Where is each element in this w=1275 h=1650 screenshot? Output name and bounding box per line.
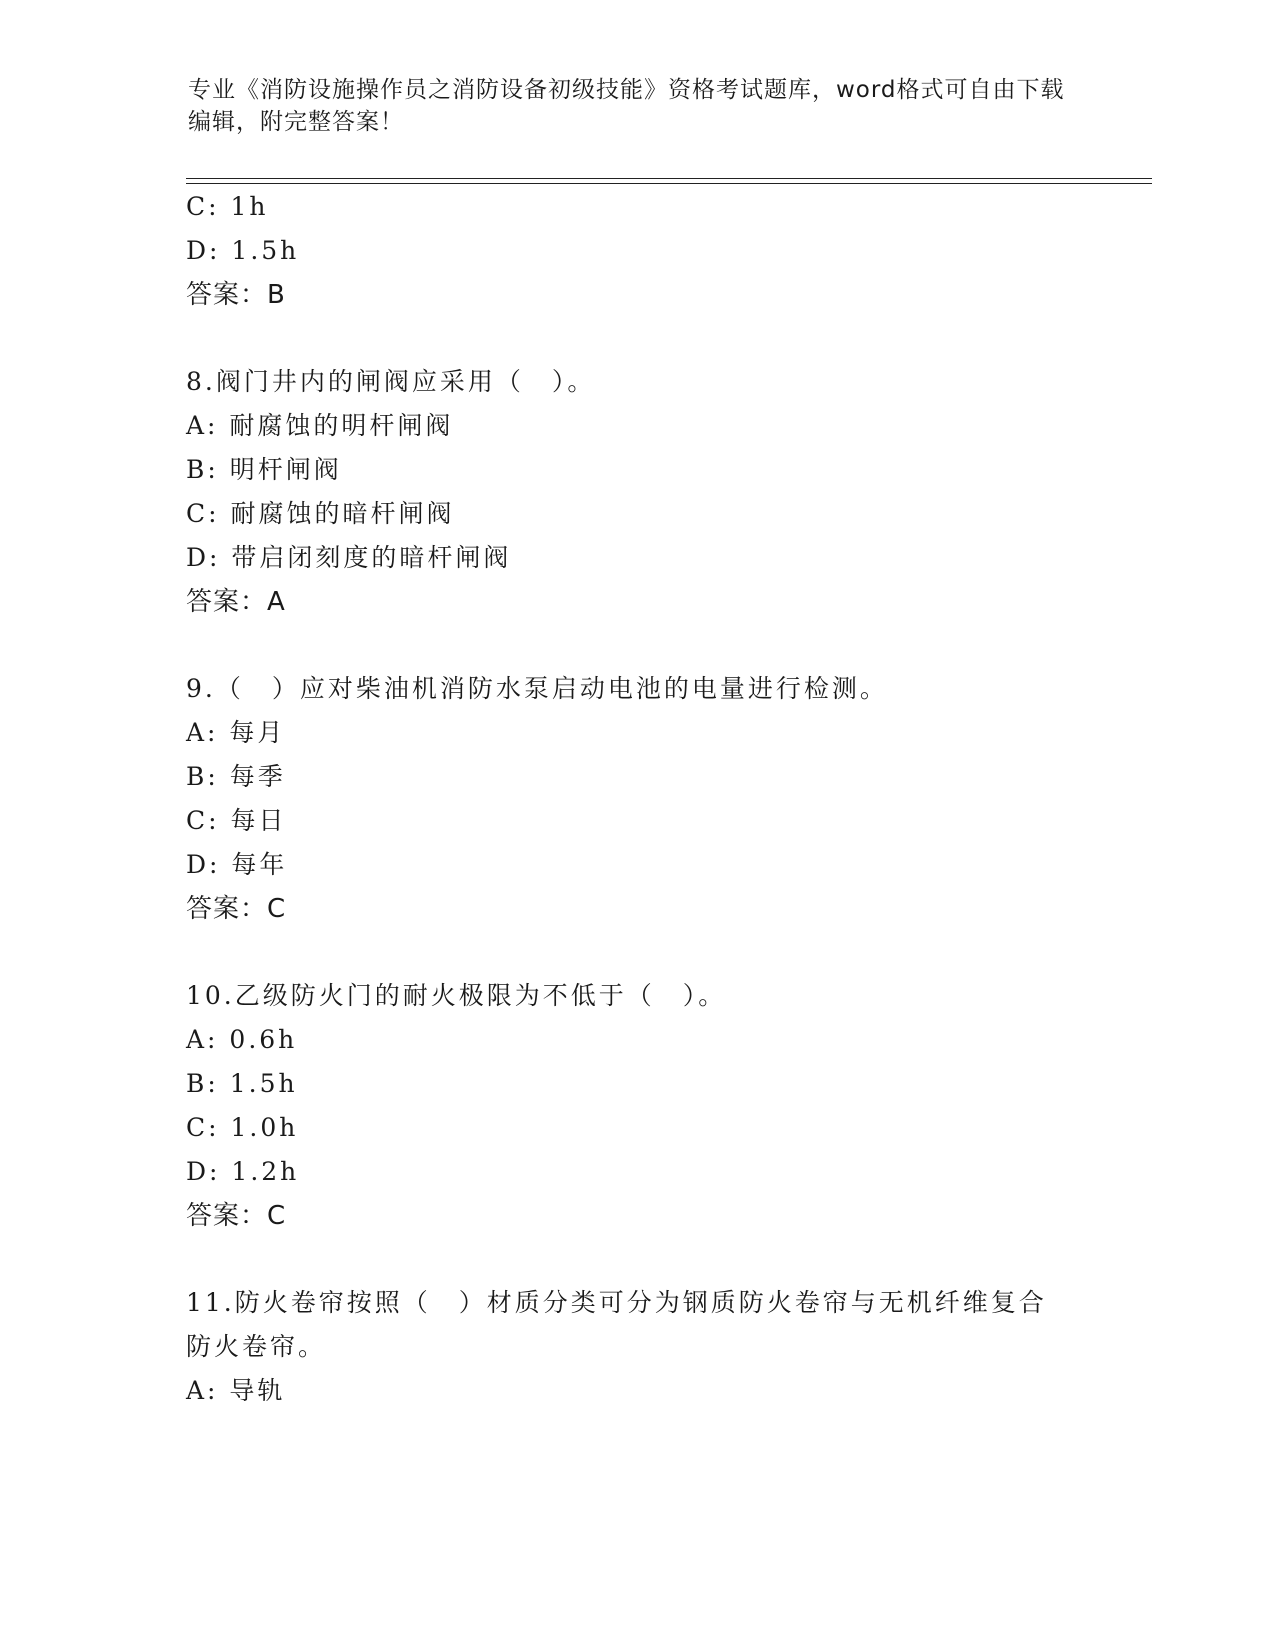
q8-answer: 答案：A — [186, 587, 286, 617]
q9-option-d: D: 每年 — [186, 850, 288, 879]
q9-option-a: A: 每月 — [186, 718, 286, 747]
q10-option-d: D: 1.2h — [186, 1157, 300, 1186]
q10-option-b: B: 1.5h — [186, 1069, 298, 1098]
q11-question-line2: 防火卷帘。 — [186, 1332, 327, 1361]
q11-question-line1: 11.防火卷帘按照（ ）材质分类可分为钢质防火卷帘与无机纤维复合 — [186, 1288, 1047, 1317]
q8-option-b: B: 明杆闸阀 — [186, 455, 342, 484]
q8-option-a: A: 耐腐蚀的明杆闸阀 — [186, 411, 454, 440]
document-header: 专业《消防设施操作员之消防设备初级技能》资格考试题库，word格式可自由下载编辑，附完整答案！ — [188, 77, 1065, 135]
q8-question: 8.阀门井内的闸阀应采用（ ）。 — [186, 367, 596, 396]
q10-question: 10.乙级防火门的耐火极限为不低于（ ）。 — [186, 981, 727, 1010]
q9-option-b: B: 每季 — [186, 762, 286, 791]
q10-option-c: C: 1.0h — [186, 1113, 299, 1142]
q10-answer: 答案：C — [186, 1201, 287, 1231]
q10-option-a: A: 0.6h — [186, 1025, 298, 1054]
q8-option-c: C: 耐腐蚀的暗杆闸阀 — [186, 499, 455, 528]
q7-option-c: C: 1h — [186, 192, 269, 221]
header-divider-bottom — [186, 183, 1152, 184]
q11-option-a: A: 导轨 — [186, 1376, 286, 1405]
q7-option-d: D: 1.5h — [186, 236, 300, 265]
header-divider-top — [186, 178, 1152, 179]
q9-answer: 答案：C — [186, 894, 287, 924]
q8-option-d: D: 带启闭刻度的暗杆闸阀 — [186, 543, 512, 572]
q7-answer: 答案：B — [186, 280, 286, 310]
q9-option-c: C: 每日 — [186, 806, 287, 835]
q9-question: 9.（ ）应对柴油机消防水泵启动电池的电量进行检测。 — [186, 674, 888, 703]
